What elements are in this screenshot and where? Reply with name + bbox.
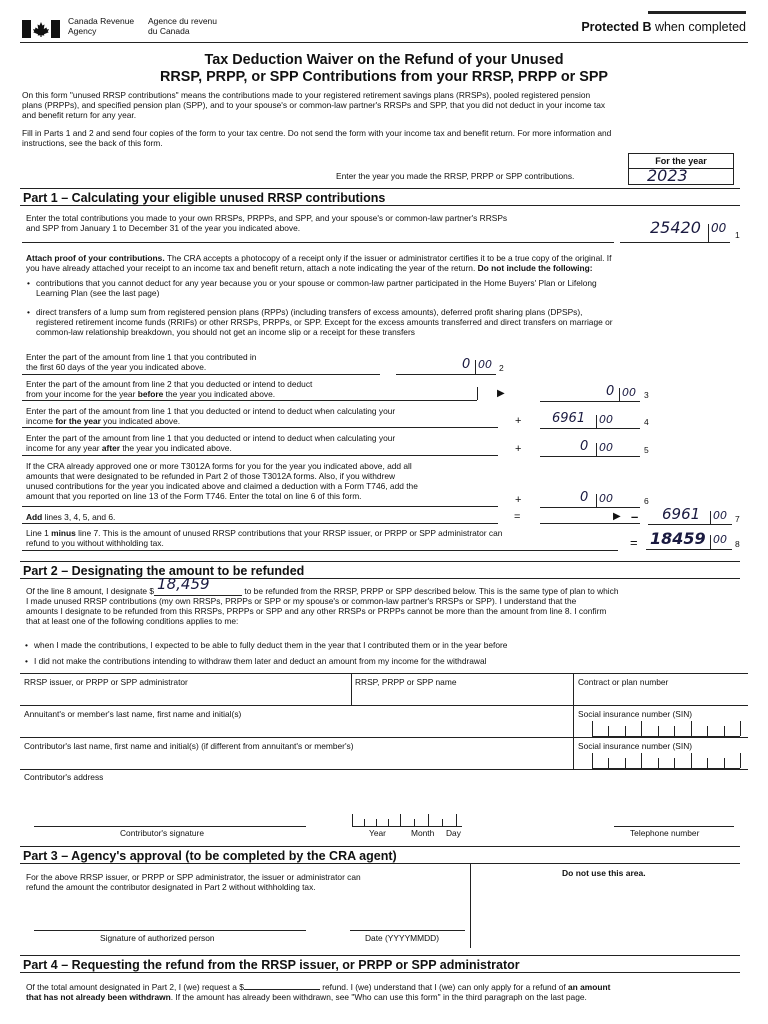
line7-cents-divider <box>710 511 711 524</box>
line3-cents: 00 <box>622 386 636 399</box>
line3-rule <box>22 400 380 401</box>
sin-digit-divider <box>592 721 593 736</box>
line7-rule <box>22 523 498 524</box>
line3-dollars: 0 <box>606 384 615 399</box>
line6-amount-field[interactable] <box>540 492 640 508</box>
exclusion-bullet-2: • direct transfers of a lump sum from registered pension plans (RPPs) (including transfers of excess amounts), deferred profit sharing plans (DPSPs), registered retirement income funds (RRIFs) or other RRSPs, PRPPs, or SPP. Except for the excess amounts transferred and direct transfers on marriage or common-law relationship breakdown, you should not get an income slip or a receipt for these transfers <box>36 307 748 337</box>
approval-date-label: Date (YYYYMMDD) <box>365 933 439 943</box>
header-barcode-strip <box>648 11 746 14</box>
line4-number: 4 <box>644 417 649 427</box>
contract-number-label: Contract or plan number <box>578 677 669 687</box>
line7-amount-field[interactable] <box>648 505 732 525</box>
line5-number: 5 <box>644 445 649 455</box>
sin-digit-divider <box>625 758 626 768</box>
line6-description: If the CRA already approved one or more T3012A forms for you for the year you indicated above, add all amounts that were designated to be refunded in Part 2 of those T3012A forms. Also, if you withdrew unused contributions for the year you indicated above and claimed a deduction with a Form T746, add the amount that you reported on line 13 of the Form T746. Enter the total on line 6 of this form. <box>26 461 418 501</box>
date-digit-divider <box>388 819 389 826</box>
line3-number: 3 <box>644 390 649 400</box>
year-prompt: Enter the year you made the RRSP, PRPP or SPP contributions. <box>336 171 575 181</box>
date-month-label: Month <box>411 828 435 838</box>
line8-cents: 00 <box>713 533 727 546</box>
plan-name-input[interactable] <box>353 688 571 704</box>
sin-digit-divider <box>608 726 609 736</box>
line7-dollars: 6961 <box>662 505 701 523</box>
designated-amount-field[interactable] <box>154 575 242 596</box>
agency-name-french: Agence du revenu du Canada <box>148 16 217 36</box>
grid-divider-3 <box>573 705 574 737</box>
plan-name-label: RRSP, PRPP or SPP name <box>355 677 457 687</box>
date-day-label: Day <box>446 828 461 838</box>
sin-digit-divider <box>592 753 593 768</box>
grid-divider-2 <box>573 673 574 705</box>
telephone-input[interactable] <box>614 812 734 827</box>
date-digit-divider <box>428 814 429 826</box>
line3-arrow-icon: ▶ <box>497 388 505 399</box>
line5-dollars: 0 <box>580 439 589 454</box>
authorized-signature-input[interactable] <box>34 918 306 931</box>
sin-digit-divider <box>724 726 725 736</box>
line6-number: 6 <box>644 496 649 506</box>
line7-arrow-icon: ▶ <box>613 511 621 522</box>
line4-amount-field[interactable] <box>540 413 640 429</box>
line2-number: 2 <box>499 363 504 373</box>
line5-cents: 00 <box>599 441 613 454</box>
issuer-label: RRSP issuer, or PRPP or SPP administrator <box>24 677 188 687</box>
approval-date-input[interactable] <box>350 918 465 931</box>
line6-cents: 00 <box>599 492 613 505</box>
proof-paragraph: Attach proof of your contributions. The CRA accepts a photocopy of a receipt only if the issuer or administrator certifies it to be a true copy of the original. If you have already attached your receipt to an income tax and benefit return, attach a note indicating the year of the return. Do not include the following: <box>26 253 612 273</box>
sin-digit-divider <box>674 726 675 736</box>
part3-paragraph: For the above RRSP issuer, or PRPP or SPP administrator, the issuer or administrator can refund the amount the contributor designated in Part 2 without withholding tax. <box>26 872 361 892</box>
part3-heading: Part 3 – Agency's approval (to be completed by the CRA agent) <box>20 846 740 864</box>
line5-rule <box>22 455 498 456</box>
instructions-paragraph: Fill in Parts 1 and 2 and send four copies of the form to your tax centre. Do not send the form with your income tax and benefit return. For more information and instructions, see the back of this form. <box>22 128 612 148</box>
line1-description: Enter the total contributions you made to your own RRSPs, PRPPs, and SPP, and your spouse's or common-law partner's RRSPs and SPP from January 1 to December 31 of the year you indicated above. <box>26 213 508 233</box>
year-input[interactable] <box>628 168 734 185</box>
line4-cents-divider <box>596 415 597 428</box>
sin2-input[interactable] <box>592 753 740 769</box>
line3-bracket-rule <box>380 400 477 401</box>
telephone-label: Telephone number <box>630 828 700 838</box>
do-not-use-label: Do not use this area. <box>562 868 646 878</box>
line6-cents-divider <box>596 494 597 507</box>
line6-rule <box>22 506 498 507</box>
condition-bullet-2: • I did not make the contributions intending to withdraw them later and deduct an amount from my income for the withdrawal <box>34 656 487 666</box>
line2-amount-field[interactable] <box>396 358 496 375</box>
line2-cents: 00 <box>478 358 492 371</box>
year-value: 2023 <box>647 166 688 185</box>
line7-left-rule <box>540 523 640 524</box>
contributor-address-label: Contributor's address <box>24 772 104 782</box>
sin-digit-divider <box>691 721 692 736</box>
date-digit-divider <box>456 814 457 826</box>
sin-digit-divider <box>691 753 692 768</box>
part2-paragraph: Of the line 8 amount, I designate $ 18,459 to be refunded from the RRSP, PRPP or SPP described below. This is the same type of plan to which I made unused RRSP contributions (my own RRSPs, PRPPs or SPP or my spouse's or common-law partner's RRSPs or SPP). I understand that the amounts I designate to be refunded from this RRSPs, PRPPs or SPP and any other RRSPs or PRPPs cannot be more than the amount from line 8. I confirm that at least one of the following conditions applies to me: <box>26 575 619 626</box>
agency-name-english: Canada Revenue Agency <box>68 16 135 36</box>
line7-number: 7 <box>735 514 740 524</box>
line7-minus: – <box>631 509 639 524</box>
sin-digit-divider <box>674 758 675 768</box>
sin-digit-divider <box>625 726 626 736</box>
sin-digit-divider <box>641 753 642 768</box>
line7-equals: = <box>514 511 521 523</box>
line1-cents-divider <box>708 224 709 242</box>
part4-paragraph: Of the total amount designated in Part 2, I (we) request a $ refund. I (we) understand that I (we) can only apply for a refund of an amount that has not already been withdrawn. If the amount has already been withdrawn, see "Who can use this form" in the third paragraph on the last page. <box>26 982 611 1002</box>
designated-amount: 18,459 <box>157 575 210 593</box>
line4-rule <box>22 427 498 428</box>
date-digit-divider <box>400 814 401 826</box>
line4-description: Enter the part of the amount from line 1 that you deducted or intend to deduct when calculating your income for the year you indicated above. <box>26 406 396 426</box>
header-rule <box>20 42 748 43</box>
date-digit-divider <box>376 819 377 826</box>
line5-cents-divider <box>596 443 597 456</box>
sin1-input[interactable] <box>592 721 740 737</box>
date-digit-divider <box>352 814 353 826</box>
line6-plus: + <box>515 494 522 506</box>
line7-description: Add lines 3, 4, 5, and 6. <box>26 512 116 522</box>
line5-description: Enter the part of the amount from line 1 that you deducted or intend to deduct when calculating your income for any year after the year you indicated above. <box>26 433 396 453</box>
part2-heading: Part 2 – Designating the amount to be refunded <box>20 561 740 579</box>
line1-dollars: 25420 <box>650 218 701 237</box>
line8-description: Line 1 minus line 7. This is the amount of unused RRSP contributions that your RRSP issuer, or PRPP or SPP administrator can refund to you without withholding tax. <box>26 528 503 548</box>
grid-rule-1 <box>20 673 748 674</box>
contributor-signature-label: Contributor's signature <box>120 828 204 838</box>
line5-amount-field[interactable] <box>540 441 640 457</box>
contributor-signature-input[interactable] <box>34 812 306 827</box>
authorized-signature-label: Signature of authorized person <box>100 933 215 943</box>
sin-digit-divider <box>641 721 642 736</box>
line1-number: 1 <box>735 230 740 240</box>
sin-digit-divider <box>658 726 659 736</box>
date-digit-divider <box>414 819 415 826</box>
line8-number: 8 <box>735 539 740 549</box>
form-title: Tax Deduction Waiver on the Refund of your Unused RRSP, PRPP, or SPP Contributions from your RRSP, PRPP or SPP <box>159 52 609 85</box>
contributor-name-input[interactable] <box>22 752 570 768</box>
grid-divider-4 <box>573 737 574 769</box>
sin-digit-divider <box>658 758 659 768</box>
line2-description: Enter the part of the amount from line 1 that you contributed in the first 60 days of the year you indicated above. <box>26 352 257 372</box>
contributor-address-input[interactable] <box>22 783 744 805</box>
line3-amount-field[interactable] <box>540 386 640 402</box>
sin2-label: Social insurance number (SIN) <box>578 741 693 751</box>
sin-digit-divider <box>724 758 725 768</box>
sin-digit-divider <box>707 758 708 768</box>
sin-digit-divider <box>740 753 741 768</box>
grid-divider-1 <box>351 673 352 705</box>
grid-rule-2 <box>20 705 748 706</box>
part4-heading: Part 4 – Requesting the refund from the RRSP issuer, or PRPP or SPP administrator <box>20 955 740 973</box>
line3-bracket <box>477 387 478 400</box>
contract-number-input[interactable] <box>575 688 745 704</box>
year-box-label: For the year <box>628 153 734 168</box>
intro-paragraph: On this form "unused RRSP contributions" means the contributions made to your registered retirement savings plans (RRSPs), pooled registered pension plans (PRPPs), and specified pension plan (SPP), and to your spouse's or common-law partner's RRSPs and SPP, that you did not deduct in your income tax and benefit return for any year. <box>22 90 606 120</box>
line4-plus: + <box>515 415 522 427</box>
signature-date-input[interactable] <box>352 817 462 827</box>
line4-cents: 00 <box>599 413 613 426</box>
line2-cents-divider <box>475 360 476 374</box>
line8-equals: = <box>630 535 638 550</box>
line3-description: Enter the part of the amount from line 2 that you deducted or intend to deduct from your income for the year before the year you indicated above. <box>26 379 313 399</box>
line1-cents: 00 <box>711 221 727 235</box>
canada-flag-logo <box>22 20 60 38</box>
line3-cents-divider <box>619 388 620 401</box>
line2-dollars: 0 <box>462 357 471 372</box>
grid-rule-3 <box>20 737 748 738</box>
sin-digit-divider <box>707 726 708 736</box>
grid-rule-4 <box>20 769 748 770</box>
date-digit-divider <box>364 819 365 826</box>
line7-cents: 00 <box>713 509 727 522</box>
line4-dollars: 6961 <box>552 411 586 426</box>
date-digit-divider <box>442 819 443 826</box>
contributor-name-label: Contributor's last name, first name and initial(s) (if different from annuitant's or member's) <box>24 741 354 751</box>
annuitant-name-input[interactable] <box>22 720 570 736</box>
line1-amount-field[interactable] <box>620 218 730 243</box>
sin-digit-divider <box>740 721 741 736</box>
sin-digit-divider <box>608 758 609 768</box>
protected-b-label: Protected B when completed <box>581 20 746 34</box>
refund-request-amount-input[interactable] <box>244 981 320 990</box>
part3-divider <box>470 864 471 948</box>
line2-rule <box>22 374 380 375</box>
issuer-input[interactable] <box>22 688 350 704</box>
sin1-label: Social insurance number (SIN) <box>578 709 693 719</box>
line6-dollars: 0 <box>580 490 589 505</box>
line8-cents-divider <box>710 535 711 549</box>
line1-rule <box>22 242 614 243</box>
annuitant-name-label: Annuitant's or member's last name, first name and initial(s) <box>24 709 242 719</box>
line8-dollars: 18459 <box>650 529 706 548</box>
line8-amount-field[interactable] <box>646 529 732 550</box>
exclusion-bullet-1: • contributions that you cannot deduct for any year because you or your spouse or common-law partner participated in the Home Buyers' Plan or Lifelong Learning Plan (see the last page) <box>36 278 748 298</box>
condition-bullet-1: • when I made the contributions, I expected to be able to fully deduct them in the year that I contributed them or in the year before <box>34 640 507 650</box>
cra-use-area <box>472 866 746 946</box>
line5-plus: + <box>515 443 522 455</box>
date-year-label: Year <box>369 828 386 838</box>
line8-rule <box>22 550 618 551</box>
part1-heading: Part 1 – Calculating your eligible unused RRSP contributions <box>20 188 740 206</box>
